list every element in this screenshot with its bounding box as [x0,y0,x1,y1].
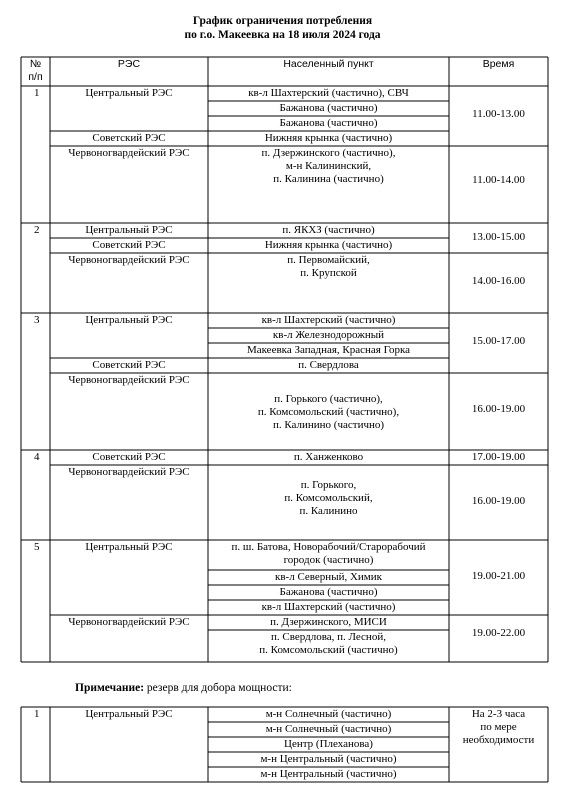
reserve-locality [208,768,449,783]
time-cell [449,570,548,584]
locality-cell-line: п. Горького (частично), [274,393,383,405]
locality-cell [208,329,449,344]
res-name-line: Центральный РЭС [85,87,173,99]
row-number-line: 2 [34,224,40,236]
locality-cell-line: кв-л Железнодорожный [272,329,385,341]
reserve-locality [208,723,449,738]
res-name-line: Центральный РЭС [85,541,173,553]
time-cell [449,403,548,417]
row-number-line: 4 [34,451,40,463]
locality-cell-line: п. Свердлова [298,359,359,371]
reserve-locality-line: м-н Солнечный (частично) [265,708,392,720]
locality-cell-line: Нижняя крынка (частично) [264,239,393,251]
locality-cell [208,586,449,601]
header-num [21,58,50,86]
reserve-locality-line: м-н Солнечный (частично) [265,723,392,735]
time-cell-line: 16.00-19.00 [471,403,526,415]
reserve-res-line: Центральный РЭС [85,708,173,720]
reserve-locality-line: м-н Центральный (частично) [260,768,397,780]
locality-cell-line: Нижняя крынка (частично) [264,132,393,144]
reserve-locality-line: Центр (Плеханова) [284,738,373,750]
res-name-line: Червоногвардейский РЭС [68,616,190,628]
locality-cell-line: Макеевка Западная, Красная Горка [246,344,411,356]
locality-cell-line: м-н Калининский, [285,160,372,172]
reserve-number [21,708,50,722]
time-cell-line: 11.00-14.00 [472,174,525,186]
res-name [50,224,208,238]
res-name-line: Червоногвардейский РЭС [68,374,190,386]
res-name [50,451,208,465]
res-name-line: Советский РЭС [92,451,166,463]
res-name [50,87,208,101]
locality-cell-line: Бажанова (частично) [279,117,378,129]
reserve-number-line: 1 [34,708,40,720]
res-name [50,147,208,161]
time-cell-line: 19.00-22.00 [471,627,526,639]
locality-cell-line: п. Калинино [299,505,358,517]
res-name-line: Советский РЭС [92,359,166,371]
locality-cell-line: кв-л Шахтерский (частично), СВЧ [248,87,409,99]
locality-cell [208,344,449,359]
time-cell [449,451,548,465]
locality-cell [208,117,449,132]
header-time [449,58,548,72]
locality-cell [208,359,449,374]
locality-cell-line: п. ш. Батова, Новорабочий/Старорабочий [231,541,426,553]
header-res-line: РЭС [117,58,141,70]
row-number-line: 1 [34,87,40,99]
locality-cell-line: п. Комсомольский, [284,492,373,504]
locality-cell-line: п. Калинина (частично) [273,173,384,185]
time-cell [449,627,548,641]
res-name [50,374,208,388]
row-number [21,314,50,328]
time-cell-line: 14.00-16.00 [471,275,526,287]
reserve-time-line: На 2-3 часа [471,708,526,720]
res-name [50,132,208,146]
time-cell-line: 11.00-13.00 [472,108,525,120]
row-number [21,451,50,465]
res-name [50,541,208,555]
time-cell [449,495,548,509]
reserve-locality-line: м-н Центральный (частично) [260,753,397,765]
locality-cell-line: Бажанова (частично) [279,102,378,114]
res-name [50,359,208,373]
locality-cell-line: кв-л Северный, Химик [275,571,382,583]
row-number [21,224,50,238]
note-text: резерв для добора мощности: [144,682,292,694]
row-number-line: 3 [34,314,40,326]
time-cell-line: 16.00-19.00 [471,495,526,507]
locality-cell-line: кв-л Шахтерский (частично) [261,314,396,326]
locality-cell [208,601,449,616]
locality-cell [208,254,449,314]
res-name-line: Центральный РЭС [85,314,173,326]
row-number [21,541,50,555]
locality-cell [208,132,449,147]
time-cell [449,275,548,289]
locality-cell [208,87,449,102]
header-locality [208,58,449,72]
locality-cell-line: п. Первомайский, [287,254,370,266]
header-res [50,58,208,72]
time-cell-line: 19.00-21.00 [471,570,526,582]
time-cell [449,174,548,188]
locality-cell-line: п. Крупской [300,267,357,279]
reserve-locality [208,753,449,768]
header-num-line: № [29,58,42,70]
note-label: Примечание: [75,682,145,694]
locality-cell-line: п. Дзержинского, МИСИ [270,616,387,628]
res-name-line: Червоногвардейский РЭС [68,466,190,478]
time-cell [449,108,548,122]
res-name-line: Червоногвардейский РЭС [68,254,190,266]
locality-cell-line: городок (частично) [283,554,374,566]
reserve-time [449,708,548,753]
locality-cell-line: п. Дзержинского (частично), [261,147,396,159]
res-name-line: Советский РЭС [92,132,166,144]
locality-cell-line: п. Комсомольский (частично) [259,644,398,656]
time-cell [449,231,548,245]
locality-cell-line: п. ЯКХЗ (частично) [282,224,375,236]
locality-cell [208,224,449,239]
locality-cell [208,541,449,571]
time-cell [449,335,548,349]
locality-cell-line: Бажанова (частично) [279,586,378,598]
time-cell-line: 13.00-15.00 [471,231,526,243]
locality-cell [208,147,449,224]
locality-cell-line: п. Свердлова, п. Лесной, [271,631,386,643]
document-title: График ограничения потребления [192,15,373,27]
header-time-line: Время [482,58,515,70]
time-cell-line: 17.00-19.00 [471,451,526,463]
locality-cell [208,102,449,117]
reserve-time-line: необходимости [462,734,535,746]
locality-cell-line: п. Горького, [300,479,357,491]
res-name-line: Центральный РЭС [85,224,173,236]
locality-cell-line: п. Комсомольский (частично), [257,406,400,418]
reserve-time-line: по мере [480,721,517,733]
document-subtitle: по г.о. Макеевка на 18 июля 2024 года [184,29,381,41]
time-cell-line: 15.00-17.00 [471,335,526,347]
locality-cell [208,451,449,466]
header-locality-line: Населенный пункт [283,58,374,70]
row-number [21,87,50,101]
reserve-locality [208,708,449,723]
locality-cell-line: п. Калинино (частично) [272,419,385,431]
res-name [50,616,208,630]
locality-cell [208,631,449,663]
res-name [50,254,208,268]
locality-cell [208,616,449,631]
res-name [50,239,208,253]
locality-cell [208,571,449,586]
locality-cell [208,314,449,329]
reserve-res [50,708,208,722]
row-number-line: 5 [34,541,40,553]
reserve-locality [208,738,449,753]
locality-cell [208,239,449,254]
note [75,682,292,694]
res-name [50,466,208,480]
res-name-line: Червоногвардейский РЭС [68,147,190,159]
res-name [50,314,208,328]
header-num-line: п/п [28,71,43,83]
res-name-line: Советский РЭС [92,239,166,251]
locality-cell-line: п. Ханженково [293,451,364,463]
locality-cell-line: кв-л Шахтерский (частично) [261,601,396,613]
